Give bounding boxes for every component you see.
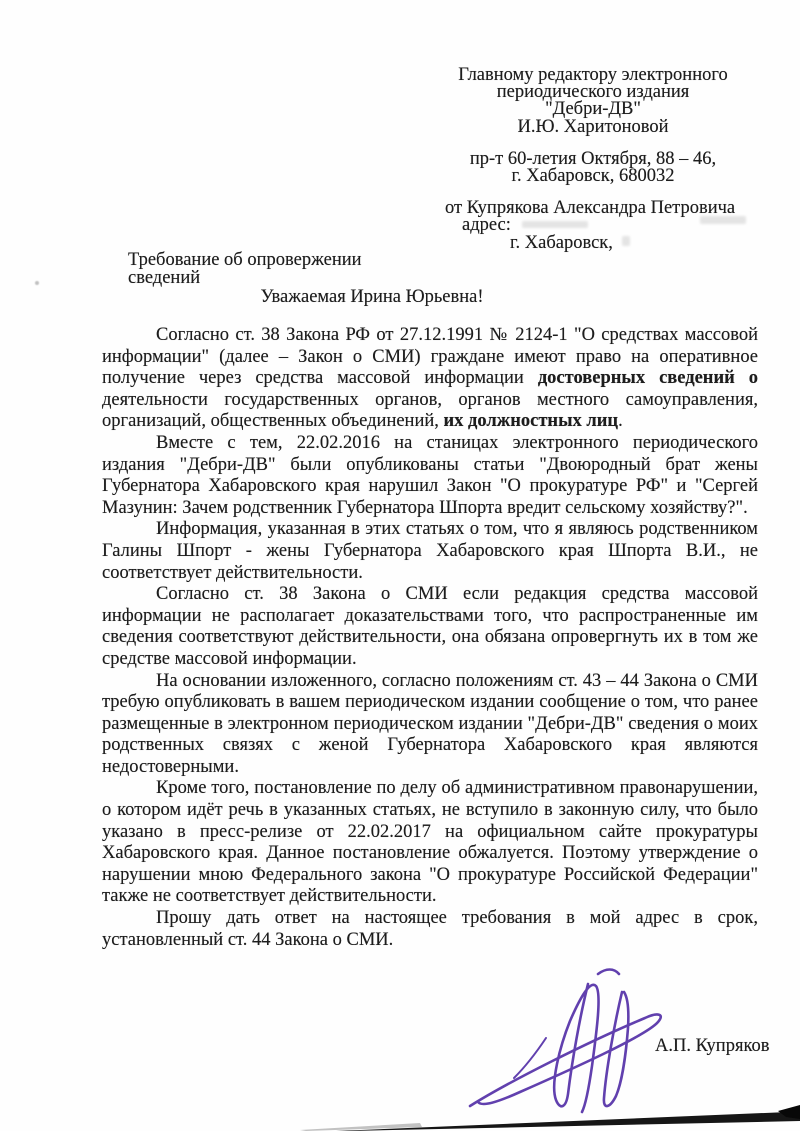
p4-run: Согласно ст. 38 Закона о СМИ если редакция средства массовой информации не располагает доказательствами того, что распространенные им сведения соответствуют действительности, она обязана опровергнуть их в том же средстве массовой информации. — [102, 584, 758, 669]
recipient-line: периодического издания — [496, 82, 690, 103]
p1-run: деятельности государственных органов, органов местного самоуправления, организаций, общественных объединений, — [102, 389, 758, 432]
scan-speck — [35, 281, 39, 285]
paragraph-3 — [102, 519, 758, 584]
recipient-line: Главному редактору электронного — [458, 65, 728, 85]
paragraph-1 — [102, 325, 758, 433]
sender-block — [437, 200, 749, 252]
p7-run: Прошу дать ответ на настоящее требования в мой адрес в срок, установленный ст. 44 Закона о СМИ. — [102, 908, 758, 950]
p6-run: Кроме того, постановление по делу об административном правонарушении, о котором идёт речь в указанных статьях, не вступило в законную силу, что было указано в пресс-релизе от 22.02.2017 на официальном сайте прокуратуры Хабаровского края. Данное постановление обжалуется. Поэтому утверждение о нарушении мною Федерального закона "О прокуратуре Российской Федерации" также не соответствует действительности. — [102, 778, 758, 907]
p5-run: На основании изложенного, согласно положениям ст. 43 – 44 Закона о СМИ требую опубликовать в вашем периодическом издании сообщение о том, что ранее размещенные в электронном периодическом издании "Дебри-ДВ" сведения о моих родственных связях с женой Губернатора Хабаровского края являются недостоверными. — [102, 670, 758, 777]
paragraph-4 — [102, 584, 758, 670]
redaction-smudge — [522, 221, 588, 228]
paragraph-7 — [102, 908, 758, 951]
recipient-line: "Дебри-ДВ" — [545, 99, 641, 120]
signature-name: А.П. Купряков — [655, 1036, 770, 1056]
salutation: Уважаемая Ирина Юрьевна! — [260, 287, 484, 307]
recipient-address-line: г. Хабаровск, 680032 — [511, 166, 675, 187]
document-title — [128, 252, 362, 287]
recipient-address-block — [437, 148, 749, 187]
p1-run: Согласно ст. 38 Закона РФ от 27.12.1991 № 2124-1 "О средствах массовой информации" (далее – Закон о СМИ) граждане имеют право на оперативное получение через средства массовой информации — [102, 325, 758, 389]
sender-line: г. Хабаровск, — [510, 232, 613, 253]
letter-header-block — [437, 67, 749, 252]
document-title-line: сведений — [128, 267, 201, 288]
recipient-line: И.Ю. Харитоновой — [517, 116, 669, 137]
document-title-line: Требование об опровержении — [128, 250, 362, 270]
redaction-smudge — [700, 216, 746, 224]
sender-line: адрес: — [462, 215, 511, 236]
p1-bold-run: достоверных сведений о — [537, 368, 758, 389]
recipient-address-line: пр-т 60-летия Октября, 88 – 46, — [469, 148, 717, 169]
p1-run: . — [618, 411, 623, 432]
scan-edge-artifact — [0, 1105, 800, 1131]
letter-body — [102, 325, 758, 951]
sender-line: от Купрякова Александра Петровича — [445, 198, 736, 219]
paragraph-2 — [102, 433, 758, 519]
handwritten-signature-scribble — [450, 966, 680, 1121]
p2-run: Вместе с тем, 22.02.2016 на станицах электронного периодического издания "Дебри-ДВ" были опубликованы статьи "Двоюродный брат жены Губернатора Хабаровского края нарушил Закон "О прокуратуре РФ" и "Сергей Мазунин: Зачем родственник Губернатора Шпорта вредит сельскому хозяйству?". — [102, 432, 758, 518]
p1-bold-run: их должностных лиц — [443, 411, 619, 432]
paragraph-5 — [102, 671, 758, 779]
redaction-smudge — [622, 236, 630, 246]
paragraph-6 — [102, 778, 758, 908]
p3-run: Информация, указанная в этих статьях о том, что я являюсь родственником Галины Шпорт - жены Губернатора Хабаровского края Шпорта В.И., не соответствует действительности. — [102, 519, 758, 583]
